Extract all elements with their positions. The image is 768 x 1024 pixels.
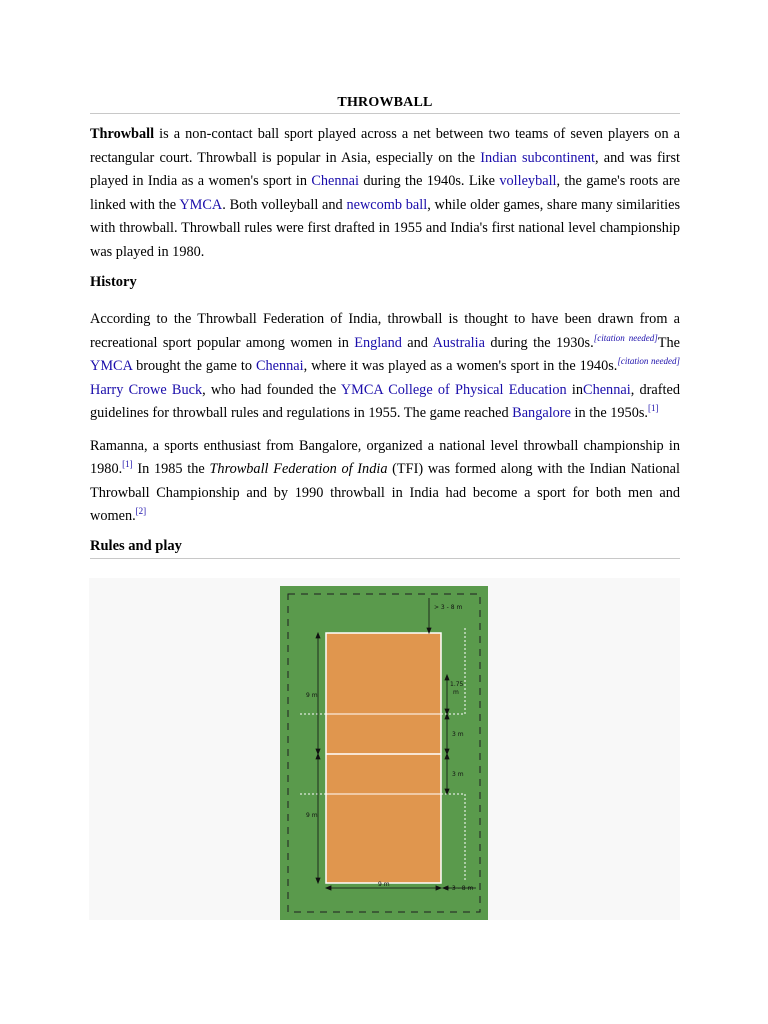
rules-heading: Rules and play [90,538,680,559]
text: is a non-contact ball sport played across a net between two teams of seven players on a rectangular court. Throwball is popular in Asia, especially on the [90,126,680,166]
text: According to the Throwball Federation of India, throwball is thought to have been drawn from a recreational sport popular among women in [90,311,680,351]
link-bangalore[interactable]: Bangalore [512,405,571,421]
length-label-bottom: 9 m [306,812,318,819]
side-clearance-label: > 3 - 8 m [445,885,474,892]
history-paragraph-2 [90,435,680,529]
text: (TFI) was formed along with the Indian National Throwball Championship and by 1990 throwball in India had become a sport for both men and women. [90,461,680,524]
text: during the 1940s. Like [359,173,500,189]
zone-label-a: 3 m [452,731,464,738]
link-ymca[interactable]: YMCA [90,358,133,374]
text: , drafted guidelines for throwball rules and regulations in 1955. The game reached [90,381,680,421]
history-heading: History [90,274,137,290]
reference-2[interactable]: [2] [135,506,147,516]
text: , while older games, share many similarities with throwball. Throwball rules were first drafted in 1955 and India's first national level championship was played in 1980. [90,196,681,260]
link-ymca[interactable]: YMCA [179,196,223,213]
link-england[interactable]: England [354,334,402,351]
text: The [657,334,680,351]
link-ymca-college[interactable]: YMCA College of Physical Education [340,381,567,398]
reference-1[interactable]: [1] [647,403,659,413]
link-volleyball[interactable]: volleyball [499,173,557,189]
text: In 1985 the [132,461,210,477]
service-label-b: m [453,689,459,696]
top-clearance-label: > 3 - 8 m [434,604,463,611]
citation-needed[interactable]: [citation needed] [617,356,680,366]
link-chennai[interactable]: Chennai [583,381,631,398]
history-paragraph-1 [90,308,680,426]
text: , where it was played as a women's sport in the 1940s. [303,358,618,374]
text: during the 1930s. [484,334,594,351]
article [90,0,680,559]
text: and [401,334,433,351]
text: . Both volleyball and [222,196,347,213]
link-newcomb-ball[interactable]: newcomb ball [346,196,428,213]
intro-paragraph [90,123,680,264]
italic-term: Throwball Federation of India [209,461,388,477]
text: brought the game to [132,358,256,374]
link-harry-crowe-buck[interactable]: Harry Crowe Buck [90,381,203,398]
zone-label-b: 3 m [452,771,464,778]
text: , the game's roots are linked with the [90,173,680,213]
link-chennai[interactable]: Chennai [255,358,304,374]
text: , who had founded the [202,381,341,398]
text: in the 1950s. [570,405,648,421]
service-label-a: 1.75 [450,681,464,688]
court-area [326,633,441,883]
reference-1[interactable]: [1] [122,459,133,469]
court-figure [89,578,680,920]
page-title: THROWBALL [90,95,680,114]
citation-needed[interactable]: [citation needed] [593,332,658,343]
link-chennai[interactable]: Chennai [311,173,360,189]
width-label: 9 m [378,881,390,888]
link-indian-subcontinent[interactable]: Indian subcontinent [480,149,596,166]
court-diagram [280,586,488,920]
text: , and was first played in India as a women's sport in [90,149,680,189]
text: in [566,381,584,398]
term-bold: Throwball [90,126,155,142]
length-label-top: 9 m [306,692,318,699]
link-australia[interactable]: Australia [432,334,485,351]
text: Ramanna, a sports enthusiast from Bangalore, organized a national level throwball championship in 1980. [90,437,680,477]
